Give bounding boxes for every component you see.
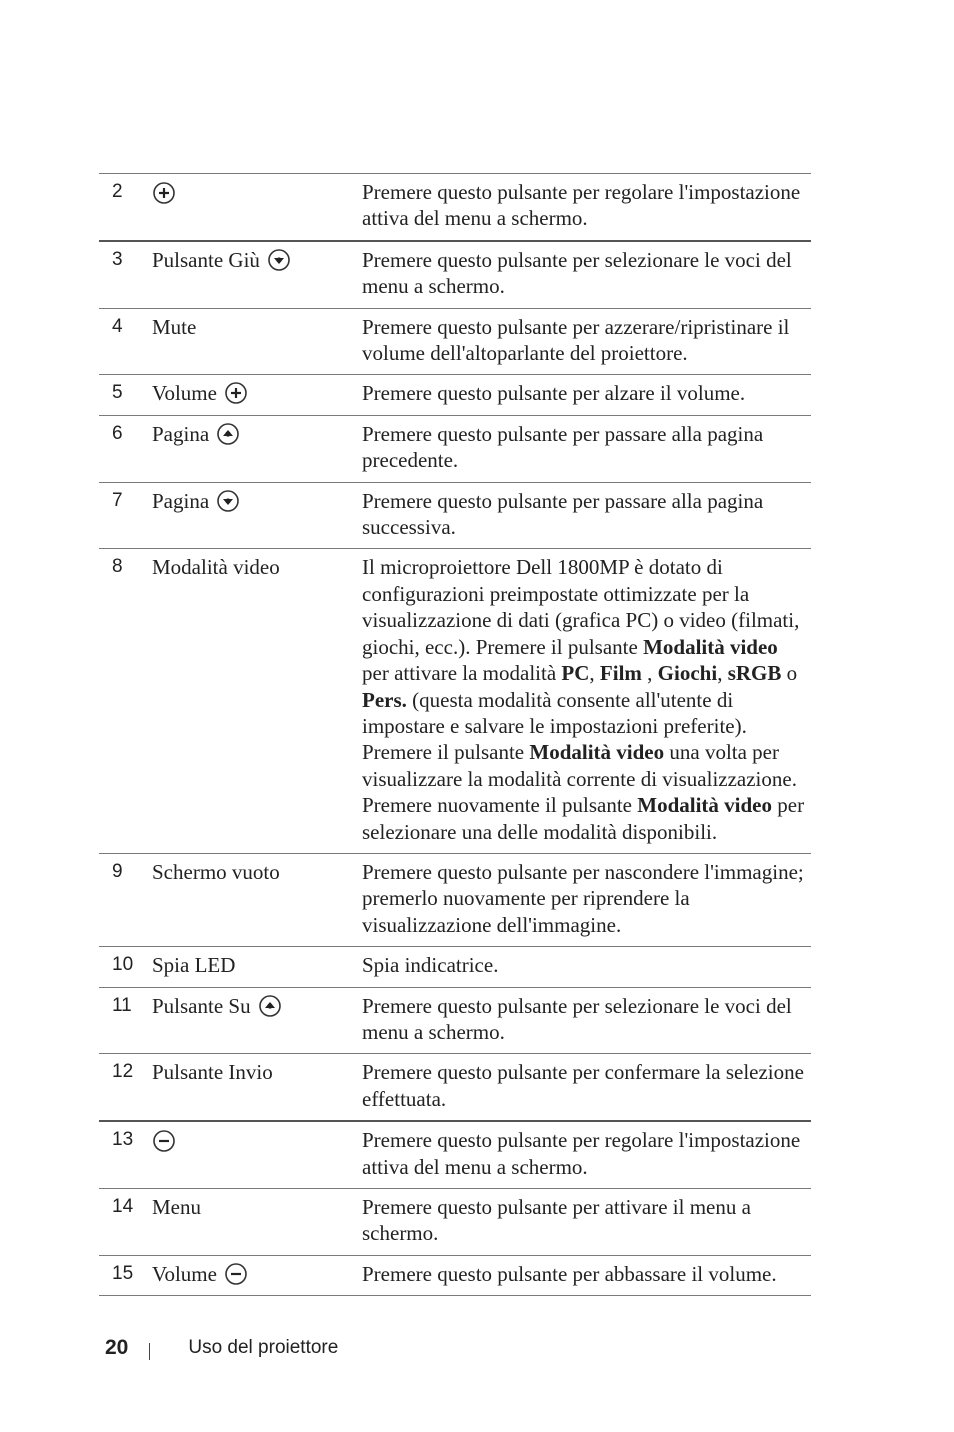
row-number: 9	[112, 860, 123, 882]
minus-circle-icon	[152, 1129, 176, 1153]
table-row	[99, 988, 811, 1055]
description-text: Il microproiettore Dell 1800MP è dotato di configurazioni preimpostate ottimizzate per la visualizzazione di dati (grafica PC) o video (filmati, giochi, ecc.). Premere il pulsante	[362, 555, 800, 659]
table-row	[99, 174, 811, 242]
button-description: Premere questo pulsante per selezionare le voci del menu a schermo.	[362, 993, 792, 1044]
bold-term: Modalità video	[637, 793, 772, 818]
button-name-cell	[152, 179, 362, 205]
description-text: o	[781, 661, 798, 686]
description-text: ,	[717, 661, 728, 686]
table-row	[99, 242, 811, 309]
bold-term: PC	[561, 661, 590, 686]
up-arrow-circle-icon	[216, 422, 240, 446]
page-number: 20	[105, 1336, 129, 1359]
button-description: Premere questo pulsante per attivare il menu a schermo.	[362, 1195, 751, 1246]
table-row	[99, 549, 811, 853]
button-name: Spia LED	[152, 953, 236, 978]
button-name-cell	[152, 952, 362, 978]
button-name-cell	[152, 993, 362, 1019]
row-number: 3	[112, 248, 123, 270]
bold-term: Film	[599, 661, 642, 686]
button-description-table	[99, 173, 811, 1296]
table-row	[99, 483, 811, 550]
button-name-cell	[152, 1059, 362, 1085]
button-name: Modalità video	[152, 555, 280, 580]
up-arrow-circle-icon	[258, 994, 282, 1018]
button-description: Premere questo pulsante per confermare la selezione effettuata.	[362, 1060, 804, 1111]
bold-term: Modalità video	[529, 740, 665, 765]
row-number: 14	[112, 1196, 134, 1217]
button-description	[362, 554, 811, 844]
button-description: Premere questo pulsante per selezionare le voci del menu a schermo.	[362, 247, 792, 299]
table-row	[99, 1189, 811, 1256]
button-name-cell	[152, 380, 362, 406]
button-name: Pulsante Invio	[152, 1060, 273, 1085]
row-number: 7	[112, 489, 123, 511]
button-description: Premere questo pulsante per regolare l'impostazione attiva del menu a schermo.	[362, 1128, 801, 1179]
button-name: Volume	[152, 1261, 217, 1286]
description-text: per attivare la modalità	[362, 661, 562, 686]
button-description: Spia indicatrice.	[362, 953, 499, 978]
table-row	[99, 309, 811, 376]
description-text: una volta per visualizzare la modalità corrente di visualizzazione. Premere nuovamente il pulsante	[362, 740, 797, 818]
row-number: 11	[112, 994, 132, 1016]
button-description: Premere questo pulsante per abbassare il volume.	[362, 1261, 777, 1286]
button-name: Menu	[152, 1195, 201, 1219]
button-name: Pagina	[152, 421, 210, 446]
table-row	[99, 854, 811, 947]
bold-term: sRGB	[727, 661, 782, 686]
button-name: Pulsante Su	[152, 993, 251, 1018]
button-description: Premere questo pulsante per nascondere l'immagine; premerlo nuovamente per riprendere la visualizzazione dell'immagine.	[362, 859, 804, 937]
description-text: ,	[641, 661, 658, 686]
button-name-cell	[152, 1261, 362, 1287]
button-description: Premere questo pulsante per passare alla pagina successiva.	[362, 488, 764, 540]
description-text: ,	[589, 661, 600, 686]
minus-circle-icon	[224, 1262, 248, 1286]
table-row	[99, 1256, 811, 1296]
table-row	[99, 1054, 811, 1122]
button-name-cell	[152, 1194, 362, 1220]
button-name: Volume	[152, 381, 217, 406]
table-row	[99, 416, 811, 483]
row-number: 10	[112, 954, 134, 976]
row-number: 4	[112, 315, 123, 337]
plus-circle-icon	[224, 381, 248, 405]
button-description: Premere questo pulsante per passare alla pagina precedente.	[362, 421, 764, 473]
row-number: 6	[112, 422, 123, 444]
bold-term: Pers.	[362, 687, 407, 712]
down-arrow-circle-icon	[267, 248, 291, 272]
table-row	[99, 1122, 811, 1189]
button-name: Mute	[152, 314, 197, 339]
button-name-cell	[152, 1127, 362, 1153]
table-row	[99, 947, 811, 987]
button-name-cell	[152, 247, 362, 273]
footer-divider	[149, 1343, 150, 1360]
description-text: per selezionare una delle modalità disponibili.	[362, 793, 805, 844]
bold-term: Modalità video	[643, 634, 778, 659]
row-number: 8	[112, 556, 123, 578]
table-row	[99, 375, 811, 415]
button-description: Premere questo pulsante per azzerare/ripristinare il volume dell'altoparlante del proiettore.	[362, 314, 790, 366]
button-name-cell	[152, 314, 362, 340]
row-number: 13	[112, 1129, 134, 1151]
button-name: Pagina	[152, 488, 210, 513]
bold-term: Giochi	[657, 661, 718, 686]
row-number: 12	[112, 1061, 134, 1083]
button-description: Premere questo pulsante per regolare l'impostazione attiva del menu a schermo.	[362, 180, 801, 231]
row-number: 15	[112, 1262, 134, 1284]
row-number: 5	[112, 382, 123, 404]
page-footer	[105, 1336, 338, 1360]
button-name-cell	[152, 859, 362, 885]
row-number: 2	[112, 181, 123, 202]
button-description: Premere questo pulsante per alzare il volume.	[362, 381, 746, 406]
button-name: Pulsante Giù	[152, 247, 260, 272]
plus-circle-icon	[152, 181, 176, 205]
button-name-cell	[152, 421, 362, 447]
description-text: (questa modalità consente all'utente di impostare e salvare le impostazioni preferite). Premere il pulsante	[362, 687, 747, 765]
button-name-cell	[152, 488, 362, 514]
button-name-cell	[152, 554, 362, 580]
button-name: Schermo vuoto	[152, 859, 280, 884]
down-arrow-circle-icon	[216, 489, 240, 513]
footer-section-title: Uso del proiettore	[188, 1337, 339, 1358]
